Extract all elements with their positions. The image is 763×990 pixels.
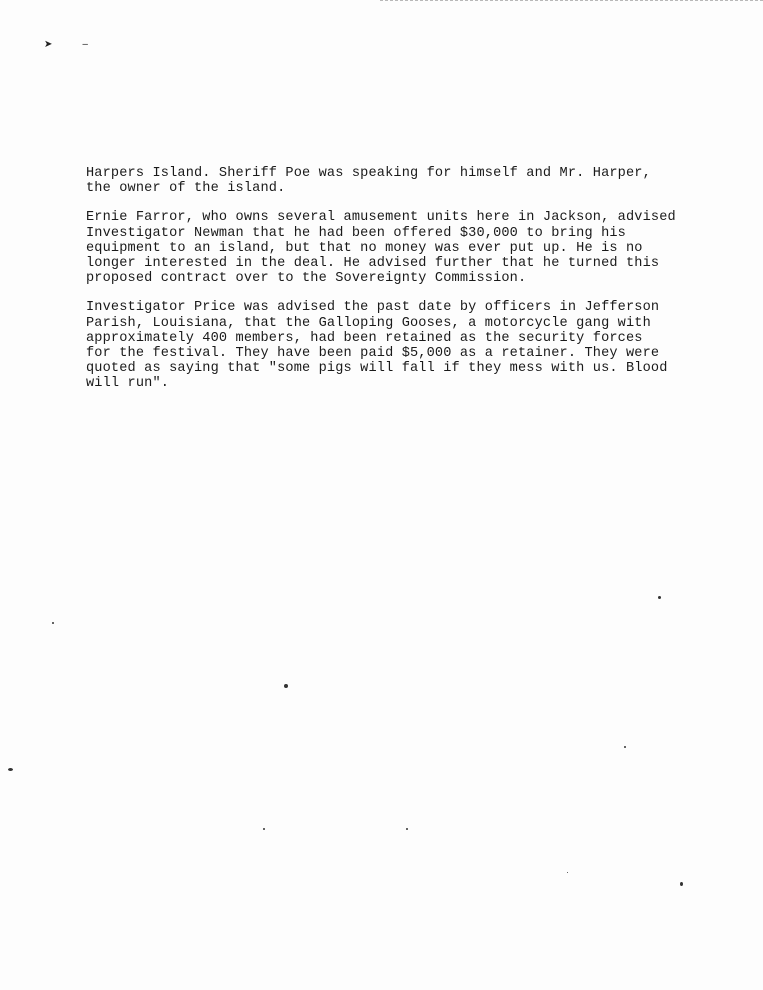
text-line: Investigator Newman that he had been offered $30,000 to bring his: [86, 225, 626, 241]
text-line: Harpers Island. Sheriff Poe was speaking for himself and Mr. Harper,: [86, 166, 651, 181]
memo-body: [86, 166, 746, 406]
text-line: the owner of the island.: [86, 181, 286, 197]
paragraph-ernie-farror: [86, 210, 746, 286]
text-line: approximately 400 members, had been retained as the security forces: [86, 330, 643, 346]
paragraph-harpers-island: [86, 166, 746, 196]
scan-speck: [658, 596, 661, 599]
text-line: equipment to an island, but that no money was ever put up. He is no: [86, 240, 643, 256]
text-line: Ernie Farror, who owns several amusement units here in Jackson, advised: [86, 210, 676, 226]
paragraph-investigator-price: [86, 300, 746, 391]
text-line: will run".: [86, 376, 170, 392]
text-line: longer interested in the deal. He advised further that he turned this: [86, 256, 660, 272]
scan-speck: [567, 872, 568, 873]
scan-speck: [8, 768, 13, 771]
scan-mark: ‒: [82, 39, 89, 50]
text-line: Investigator Price was advised the past date by officers in Jefferson: [86, 300, 660, 316]
text-line: quoted as saying that "some pigs will fall if they mess with us. Blood: [86, 361, 668, 377]
scan-mark: ➤: [44, 39, 53, 50]
scan-speck: [680, 882, 683, 886]
top-edge-dashes: [380, 0, 763, 2]
scan-speck: [624, 746, 626, 748]
text-line: Parish, Louisiana, that the Galloping Gooses, a motorcycle gang with: [86, 315, 651, 331]
text-line: for the festival. They have been paid $5,000 as a retainer. They were: [86, 346, 660, 362]
text-line: proposed contract over to the Sovereignty Commission.: [86, 271, 527, 287]
scan-speck: [263, 828, 265, 830]
scan-speck: [406, 828, 408, 830]
scan-speck: [284, 684, 288, 688]
scan-speck: [52, 622, 54, 624]
